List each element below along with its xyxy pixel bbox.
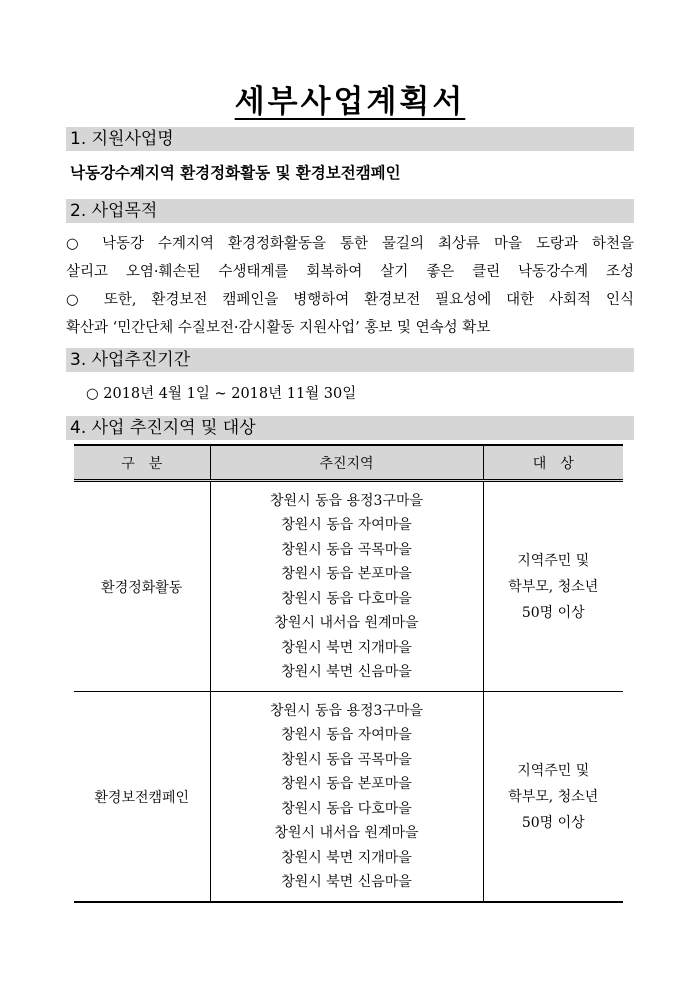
table-header-row <box>74 445 623 481</box>
target-line: 지역주민 및 <box>517 552 590 569</box>
project-name: 낙동강수계지역 환경정화활동 및 환경보전캠페인 <box>70 163 401 182</box>
purpose-line-3: ○ 또한, 환경보전 캠페인을 병행하여 환경보전 필요성에 대한 사회적 인식 <box>66 292 634 308</box>
row-target <box>483 692 623 903</box>
section-heading-3 <box>66 348 634 372</box>
table-row <box>74 481 623 692</box>
section-heading-4 <box>66 416 634 440</box>
purpose-line-2: 살리고 오염·훼손된 수생태계를 회복하여 살기 좋은 클린 낙동강수계 조성 <box>66 264 634 280</box>
area-target-table <box>74 444 623 903</box>
header-category: 구 분 <box>74 445 210 481</box>
area-item: 창원시 동읍 곡목마을 <box>281 751 412 768</box>
area-item: 창원시 동읍 다호마을 <box>281 590 412 607</box>
section-heading-1-text: 1. 지원사업명 <box>70 129 174 149</box>
area-item: 창원시 동읍 본포마을 <box>281 776 412 792</box>
area-item: 창원시 동읍 다호마을 <box>281 800 412 817</box>
section-heading-2-text: 2. 사업목적 <box>70 201 158 221</box>
target-line: 50명 이상 <box>521 604 585 621</box>
target-line: 지역주민 및 <box>517 762 590 779</box>
area-item: 창원시 북면 지개마을 <box>281 639 412 656</box>
section-heading-1 <box>66 127 634 151</box>
target-line: 학부모, 청소년 <box>508 788 599 805</box>
section-heading-3-text: 3. 사업추진기간 <box>70 350 191 370</box>
project-period: ○ 2018년 4월 1일 ~ 2018년 11월 30일 <box>86 386 357 402</box>
area-item: 창원시 북면 신음마을 <box>281 874 412 890</box>
area-item: 창원시 동읍 용정3구마을 <box>269 702 424 719</box>
area-item: 창원시 동읍 자여마을 <box>281 517 412 533</box>
purpose-line-1: ○ 낙동강 수계지역 환경정화활동을 통한 물길의 최상류 마을 도랑과 하천을 <box>66 236 634 252</box>
row-areas <box>210 692 483 903</box>
area-item: 창원시 북면 신음마을 <box>281 664 412 680</box>
row-category: 환경보전캠페인 <box>74 692 210 903</box>
document-title <box>0 76 700 121</box>
section-heading-2 <box>66 199 634 223</box>
header-target: 대 상 <box>483 445 623 481</box>
section-heading-4-text: 4. 사업 추진지역 및 대상 <box>70 418 256 438</box>
target-line: 50명 이상 <box>521 814 585 831</box>
area-item: 창원시 동읍 용정3구마을 <box>269 492 424 509</box>
table-row <box>74 692 623 903</box>
row-target <box>483 481 623 692</box>
area-item: 창원시 동읍 곡목마을 <box>281 541 412 558</box>
row-areas <box>210 481 483 692</box>
document-title-text: 세부사업계획서 <box>234 84 466 120</box>
purpose-line-4: 확산과 ‘민간단체 수질보전·감시활동 지원사업’ 홍보 및 연속성 확보 <box>66 320 491 336</box>
area-item: 창원시 내서읍 원계마을 <box>274 825 419 841</box>
area-item: 창원시 북면 지개마을 <box>281 849 412 866</box>
header-area: 추진지역 <box>210 445 483 481</box>
area-item: 창원시 동읍 본포마을 <box>281 566 412 582</box>
target-line: 학부모, 청소년 <box>508 578 599 595</box>
area-item: 창원시 내서읍 원계마을 <box>274 615 419 631</box>
area-item: 창원시 동읍 자여마을 <box>281 727 412 743</box>
row-category: 환경정화활동 <box>74 481 210 692</box>
